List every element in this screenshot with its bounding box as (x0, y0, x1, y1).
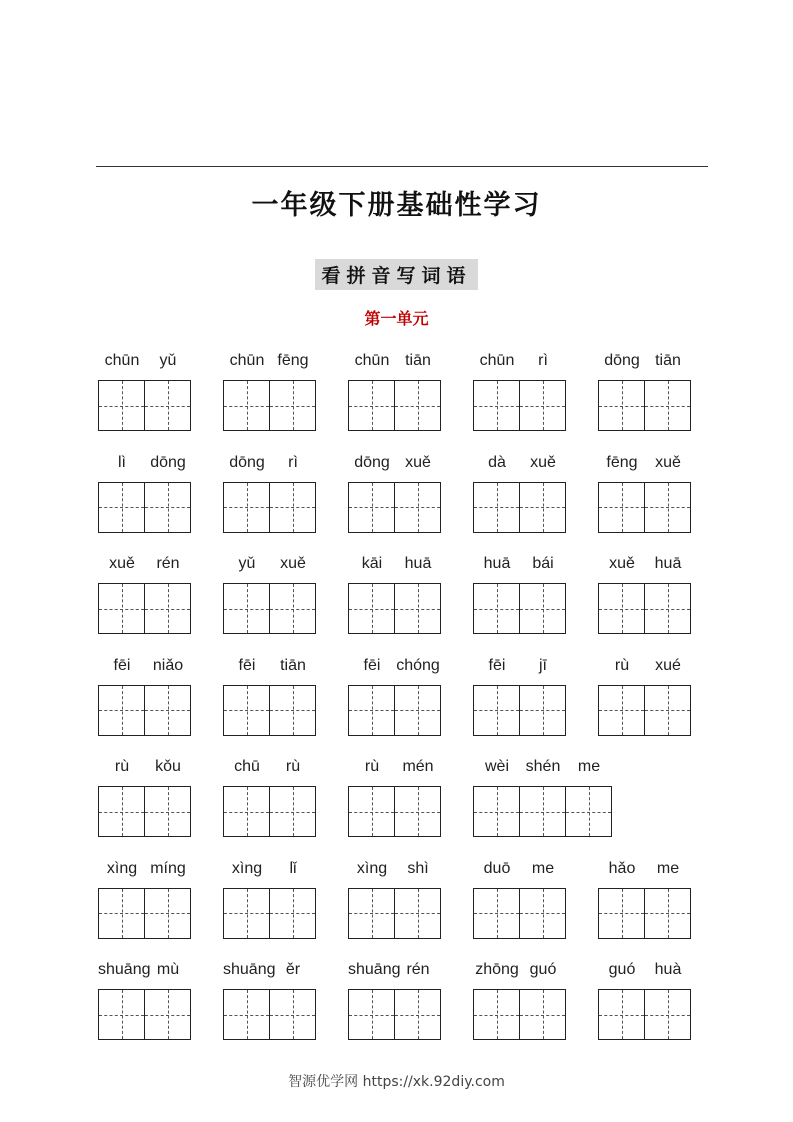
tianzige-box[interactable] (269, 482, 316, 533)
pinyin-syllable: míng (150, 859, 186, 877)
writing-boxes (598, 685, 690, 736)
writing-boxes (598, 583, 690, 634)
tianzige-box[interactable] (519, 380, 566, 431)
pinyin-line (98, 756, 223, 780)
pinyin-syllable: me (531, 859, 555, 877)
tianzige-box[interactable] (394, 786, 441, 837)
pinyin-syllable: kāi (361, 555, 383, 572)
tianzige-box[interactable] (98, 989, 145, 1040)
writing-boxes (223, 888, 315, 939)
pinyin-syllable: chūn (479, 352, 515, 369)
pinyin-syllable: xuě (530, 453, 556, 471)
pinyin-syllable: huà (654, 961, 682, 978)
tianzige-box[interactable] (519, 989, 566, 1040)
tianzige-box[interactable] (144, 989, 191, 1040)
pinyin-syllable: yǔ (238, 555, 256, 572)
word-row (98, 553, 718, 655)
writing-boxes (473, 888, 565, 939)
tianzige-box[interactable] (473, 888, 520, 939)
pinyin-syllable: xuě (405, 453, 431, 471)
pinyin-syllable: xuě (280, 555, 306, 572)
tianzige-box[interactable] (598, 482, 645, 533)
writing-boxes (348, 583, 440, 634)
writing-boxes (598, 888, 690, 939)
tianzige-box[interactable] (98, 786, 145, 837)
writing-boxes (598, 989, 690, 1040)
tianzige-box[interactable] (144, 380, 191, 431)
pinyin-line (348, 756, 473, 780)
tianzige-box[interactable] (98, 380, 145, 431)
tianzige-box[interactable] (644, 888, 691, 939)
tianzige-box[interactable] (98, 583, 145, 634)
tianzige-box[interactable] (348, 685, 395, 736)
pinyin-syllable: xuě (609, 555, 635, 572)
tianzige-box[interactable] (644, 685, 691, 736)
pinyin-syllable: huā (654, 555, 682, 572)
pinyin-syllable: bái (532, 555, 554, 572)
pinyin-line (473, 858, 598, 882)
tianzige-box[interactable] (473, 786, 520, 837)
pinyin-syllable: chūn (104, 352, 140, 369)
word-row (98, 858, 718, 960)
pinyin-syllable: kǒu (155, 758, 181, 775)
tianzige-box[interactable] (473, 989, 520, 1040)
pinyin-syllable: fēi (238, 656, 256, 674)
pinyin-syllable: me (656, 859, 680, 877)
pinyin-line (348, 350, 473, 374)
tianzige-box[interactable] (348, 583, 395, 634)
writing-boxes (98, 380, 190, 431)
tianzige-box[interactable] (519, 583, 566, 634)
writing-boxes (98, 482, 190, 533)
pinyin-syllable: rù (364, 758, 380, 775)
tianzige-box[interactable] (223, 685, 270, 736)
pinyin-syllable: fēng (606, 453, 638, 471)
tianzige-box[interactable] (98, 888, 145, 939)
tianzige-box[interactable] (644, 380, 691, 431)
pinyin-syllable: xué (655, 656, 681, 674)
tianzige-box[interactable] (598, 583, 645, 634)
word-row (98, 959, 718, 1061)
writing-boxes (598, 380, 690, 431)
pinyin-syllable: tiān (655, 352, 681, 369)
tianzige-box[interactable] (269, 380, 316, 431)
pinyin-syllable: chū (234, 758, 260, 775)
pinyin-syllable: shén (525, 758, 561, 775)
tianzige-box[interactable] (348, 989, 395, 1040)
tianzige-box[interactable] (394, 989, 441, 1040)
tianzige-box[interactable] (144, 786, 191, 837)
pinyin-syllable: ěr (285, 961, 301, 978)
writing-boxes (98, 888, 190, 939)
pinyin-line (598, 959, 723, 983)
header-rule (96, 166, 708, 167)
tianzige-box[interactable] (394, 583, 441, 634)
pinyin-line (223, 858, 348, 882)
writing-boxes (348, 685, 440, 736)
pinyin-syllable: jī (539, 656, 547, 674)
tianzige-box[interactable] (473, 583, 520, 634)
writing-boxes (473, 989, 565, 1040)
pinyin-line (348, 655, 473, 679)
pinyin-line (348, 553, 473, 577)
tianzige-box[interactable] (644, 583, 691, 634)
writing-boxes (348, 380, 440, 431)
writing-boxes (348, 786, 440, 837)
pinyin-syllable: guó (608, 961, 636, 978)
tianzige-box[interactable] (269, 989, 316, 1040)
pinyin-syllable: xìng (356, 859, 388, 877)
pinyin-syllable: rén (406, 961, 430, 978)
tianzige-box[interactable] (269, 888, 316, 939)
pinyin-line (473, 959, 598, 983)
tianzige-box[interactable] (269, 685, 316, 736)
tianzige-box[interactable] (644, 989, 691, 1040)
tianzige-box[interactable] (98, 685, 145, 736)
tianzige-box[interactable] (348, 888, 395, 939)
pinyin-syllable: rù (114, 758, 130, 775)
tianzige-box[interactable] (394, 888, 441, 939)
pinyin-writing-grid (98, 350, 718, 1061)
writing-boxes (348, 482, 440, 533)
pinyin-line (223, 553, 348, 577)
pinyin-syllable: me (577, 758, 601, 775)
writing-boxes (473, 685, 565, 736)
pinyin-syllable: duō (483, 859, 511, 877)
writing-boxes (223, 989, 315, 1040)
pinyin-syllable: hǎo (608, 859, 636, 877)
pinyin-line (98, 858, 223, 882)
pinyin-syllable: rù (285, 758, 301, 775)
pinyin-line (223, 959, 348, 983)
pinyin-syllable: huā (483, 555, 511, 572)
tianzige-box[interactable] (394, 380, 441, 431)
tianzige-box[interactable] (519, 786, 566, 837)
tianzige-box[interactable] (223, 989, 270, 1040)
pinyin-line (473, 350, 598, 374)
tianzige-box[interactable] (144, 482, 191, 533)
pinyin-syllable: rì (538, 352, 548, 369)
footer-watermark: 智源优学网 https://xk.92diy.com (288, 1074, 505, 1090)
pinyin-syllable: zhōng (475, 961, 519, 978)
pinyin-line (98, 553, 223, 577)
pinyin-line (473, 756, 601, 780)
tianzige-box[interactable] (348, 380, 395, 431)
pinyin-line (598, 350, 723, 374)
tianzige-box[interactable] (348, 786, 395, 837)
pinyin-syllable: rù (614, 656, 630, 674)
pinyin-line (473, 655, 598, 679)
writing-boxes (98, 989, 190, 1040)
page-title: 一年级下册基础性学习 (251, 190, 542, 221)
pinyin-line (598, 553, 723, 577)
writing-boxes (223, 380, 315, 431)
writing-boxes (223, 583, 315, 634)
pinyin-line (348, 858, 473, 882)
pinyin-syllable: chóng (396, 656, 440, 674)
writing-boxes (348, 888, 440, 939)
pinyin-syllable: dà (488, 453, 506, 471)
tianzige-box[interactable] (348, 482, 395, 533)
pinyin-line (223, 655, 348, 679)
pinyin-syllable: xìng (106, 859, 138, 877)
writing-boxes (473, 482, 565, 533)
tianzige-box[interactable] (473, 380, 520, 431)
tianzige-box[interactable] (644, 482, 691, 533)
pinyin-syllable: fēi (363, 656, 381, 674)
pinyin-syllable: lì (118, 453, 126, 471)
pinyin-line (598, 452, 723, 476)
tianzige-box[interactable] (144, 888, 191, 939)
tianzige-box[interactable] (144, 685, 191, 736)
tianzige-box[interactable] (598, 989, 645, 1040)
pinyin-line (598, 858, 723, 882)
writing-boxes (348, 989, 440, 1040)
tianzige-box[interactable] (223, 583, 270, 634)
pinyin-syllable: xìng (231, 859, 263, 877)
pinyin-syllable: shuāng (98, 961, 151, 978)
pinyin-syllable: mù (156, 961, 180, 978)
writing-boxes (223, 685, 315, 736)
pinyin-line (598, 655, 723, 679)
unit-heading: 第一单元 (364, 309, 429, 328)
word-row (98, 350, 718, 452)
tianzige-box[interactable] (223, 786, 270, 837)
writing-boxes (98, 786, 190, 837)
pinyin-line (473, 452, 598, 476)
pinyin-line (98, 959, 223, 983)
pinyin-syllable: tiān (405, 352, 431, 369)
tianzige-box[interactable] (223, 888, 270, 939)
writing-boxes (98, 583, 190, 634)
tianzige-box[interactable] (269, 786, 316, 837)
pinyin-syllable: rì (288, 453, 298, 471)
pinyin-syllable: xuě (655, 453, 681, 471)
pinyin-line (223, 350, 348, 374)
pinyin-syllable: lǐ (289, 859, 297, 877)
pinyin-syllable: guó (529, 961, 557, 978)
tianzige-box[interactable] (519, 685, 566, 736)
tianzige-box[interactable] (98, 482, 145, 533)
word-row (98, 655, 718, 757)
tianzige-box[interactable] (223, 482, 270, 533)
tianzige-box[interactable] (223, 380, 270, 431)
pinyin-syllable: dōng (354, 453, 390, 471)
tianzige-box[interactable] (394, 685, 441, 736)
pinyin-syllable: shuāng (348, 961, 401, 978)
writing-boxes (473, 380, 565, 431)
pinyin-line (223, 756, 348, 780)
pinyin-syllable: dōng (604, 352, 640, 369)
pinyin-line (223, 452, 348, 476)
pinyin-line (98, 452, 223, 476)
tianzige-box[interactable] (473, 685, 520, 736)
writing-boxes (473, 583, 565, 634)
tianzige-box[interactable] (598, 685, 645, 736)
pinyin-syllable: tiān (280, 656, 306, 674)
pinyin-syllable: fēng (277, 352, 309, 369)
pinyin-line (348, 959, 473, 983)
pinyin-syllable: dōng (150, 453, 186, 471)
tianzige-box[interactable] (565, 786, 612, 837)
pinyin-syllable: dōng (229, 453, 265, 471)
tianzige-box[interactable] (144, 583, 191, 634)
pinyin-syllable: shì (407, 859, 429, 877)
pinyin-syllable: chūn (354, 352, 390, 369)
writing-boxes (223, 482, 315, 533)
pinyin-syllable: wèi (484, 758, 509, 775)
pinyin-syllable: fēi (488, 656, 506, 674)
writing-boxes (98, 685, 190, 736)
writing-boxes (598, 482, 690, 533)
pinyin-syllable: niǎo (152, 656, 184, 674)
pinyin-syllable: shuāng (223, 961, 276, 978)
section-subtitle: 看拼音写词语 (315, 259, 477, 290)
word-row (98, 452, 718, 554)
pinyin-syllable: chūn (229, 352, 265, 369)
word-row (98, 756, 718, 858)
pinyin-syllable: mén (402, 758, 434, 775)
tianzige-box[interactable] (473, 482, 520, 533)
pinyin-syllable: yǔ (159, 352, 177, 369)
pinyin-line (348, 452, 473, 476)
pinyin-syllable: xuě (109, 555, 135, 572)
pinyin-syllable: huā (404, 555, 432, 572)
tianzige-box[interactable] (269, 583, 316, 634)
tianzige-box[interactable] (519, 482, 566, 533)
pinyin-line (98, 350, 223, 374)
pinyin-line (98, 655, 223, 679)
writing-boxes (223, 786, 315, 837)
writing-boxes (473, 786, 611, 837)
tianzige-box[interactable] (598, 380, 645, 431)
pinyin-syllable: rén (156, 555, 180, 572)
tianzige-box[interactable] (394, 482, 441, 533)
subtitle-wrap (0, 259, 793, 290)
tianzige-box[interactable] (519, 888, 566, 939)
pinyin-syllable: fēi (113, 656, 131, 674)
pinyin-line (473, 553, 598, 577)
tianzige-box[interactable] (598, 888, 645, 939)
